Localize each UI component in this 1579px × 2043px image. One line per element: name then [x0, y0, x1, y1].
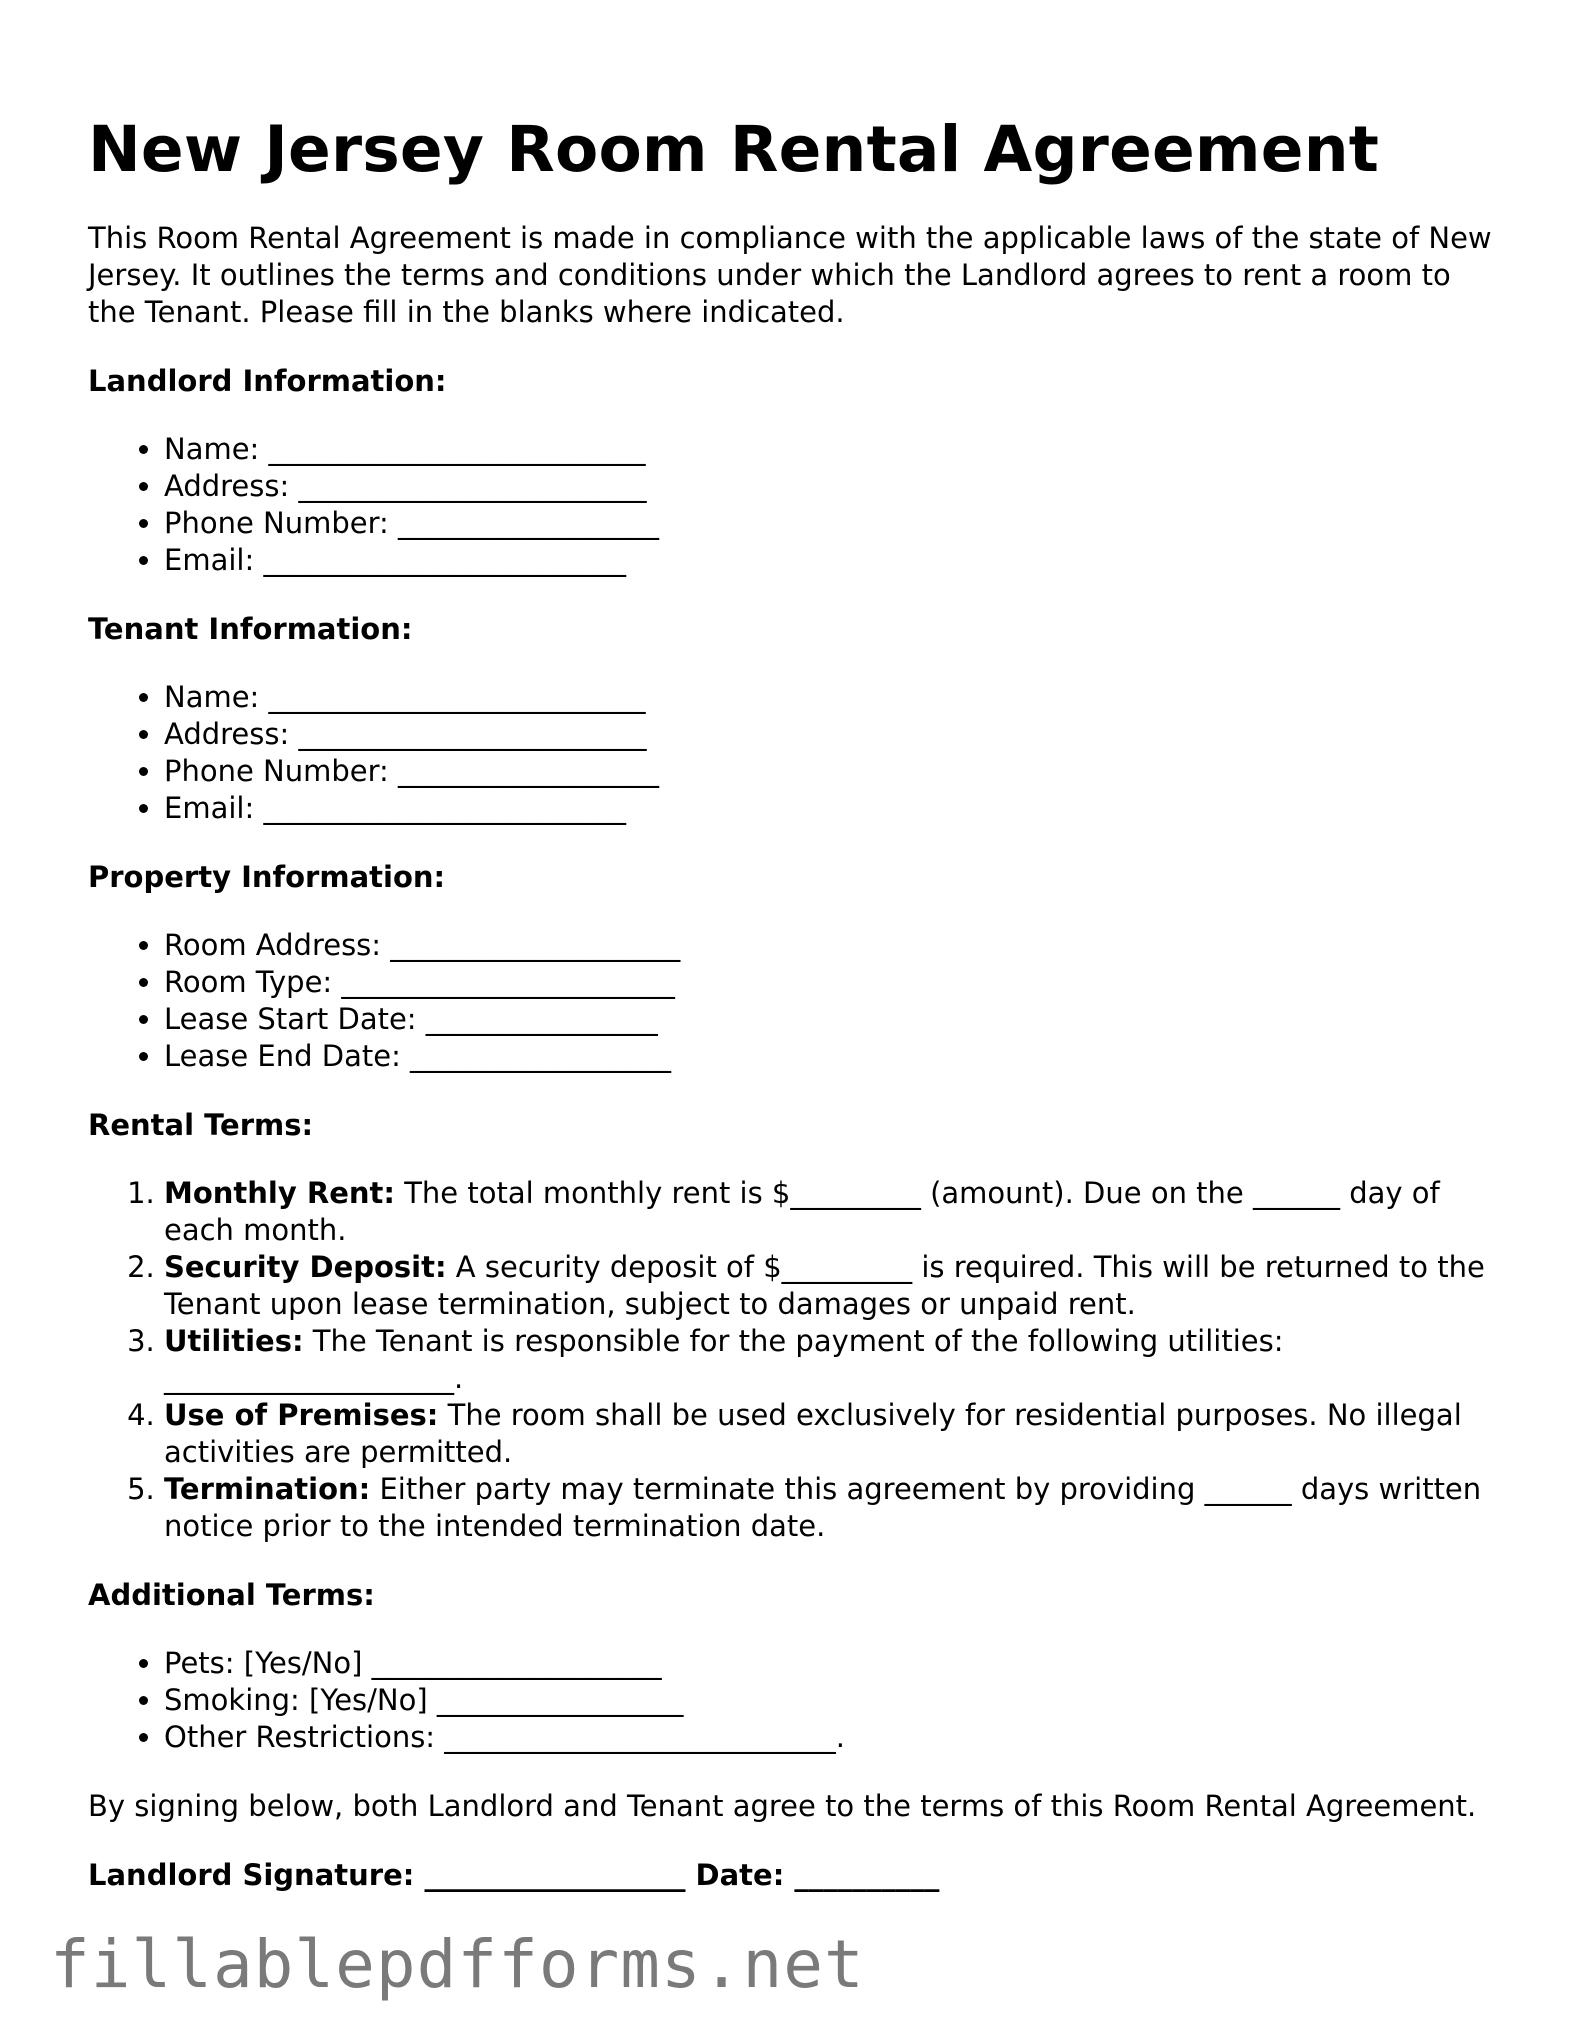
- tenant-address-field[interactable]: • Address: ________________________: [164, 716, 1498, 753]
- landlord-address-field[interactable]: • Address: ________________________: [164, 468, 1498, 505]
- rental-terms-heading: Rental Terms:: [88, 1108, 314, 1142]
- smoking-field[interactable]: • Smoking: [Yes/No] _________________: [164, 1682, 1498, 1719]
- term-termination[interactable]: [164, 1471, 1498, 1545]
- term-text: The room shall be used exclusively for residential purposes. No illegal activities are permitted.: [164, 1398, 1462, 1469]
- closing-paragraph: By signing below, both Landlord and Tenant agree to the terms of this Room Rental Agreement.: [88, 1789, 1477, 1823]
- term-text: A security deposit of $_________ is required. This will be returned to the Tenant upon lease termination, subject to damages or unpaid rent.: [164, 1250, 1485, 1321]
- term-label: Utilities:: [164, 1324, 304, 1358]
- document-title: New Jersey Room Rental Agreement: [88, 113, 1380, 186]
- room-type-field[interactable]: • Room Type: _______________________: [164, 964, 1498, 1001]
- landlord-phone-field[interactable]: • Phone Number: __________________: [164, 505, 1498, 542]
- term-text: The total monthly rent is $_________ (amount). Due on the ______ day of each month.: [164, 1176, 1440, 1247]
- tenant-name-field[interactable]: • Name: __________________________: [164, 679, 1498, 716]
- pets-field[interactable]: • Pets: [Yes/No] ____________________: [164, 1645, 1498, 1682]
- term-label: Security Deposit:: [164, 1250, 447, 1284]
- term-label: Monthly Rent:: [164, 1176, 395, 1210]
- landlord-name-field[interactable]: • Name: __________________________: [164, 431, 1498, 468]
- intro-paragraph: This Room Rental Agreement is made in compliance with the applicable laws of the state of New Jersey. It outlines the terms and conditions under which the Landlord agrees to rent a room to the Tenant. Please fill in the blanks where indicated.: [88, 221, 1492, 329]
- term-use-of-premises: [164, 1397, 1498, 1471]
- term-text: The Tenant is responsible for the payment of the following utilities: ____________________.: [164, 1324, 1284, 1395]
- term-security-deposit[interactable]: [164, 1249, 1498, 1323]
- landlord-signature-line[interactable]: Landlord Signature: __________________ Date: __________: [88, 1858, 940, 1892]
- term-utilities[interactable]: [164, 1323, 1498, 1397]
- additional-terms-heading: Additional Terms:: [88, 1578, 375, 1612]
- room-address-field[interactable]: • Room Address: ____________________: [164, 927, 1498, 964]
- landlord-email-field[interactable]: • Email: _________________________: [164, 542, 1498, 579]
- term-text: Either party may terminate this agreement by providing ______ days written notice prior to the intended termination date.: [164, 1472, 1482, 1543]
- lease-end-date-field[interactable]: • Lease End Date: __________________: [164, 1038, 1498, 1075]
- tenant-phone-field[interactable]: • Phone Number: __________________: [164, 753, 1498, 790]
- term-label: Use of Premises:: [164, 1398, 439, 1432]
- landlord-info-heading: Landlord Information:: [88, 364, 447, 398]
- property-info-list: [88, 927, 1498, 1075]
- landlord-info-list: [88, 431, 1498, 579]
- lease-start-date-field[interactable]: • Lease Start Date: ________________: [164, 1001, 1498, 1038]
- property-info-heading: Property Information:: [88, 860, 446, 894]
- watermark-text: fillablepdfforms.net: [50, 1926, 865, 2003]
- tenant-info-list: [88, 679, 1498, 827]
- tenant-email-field[interactable]: • Email: _________________________: [164, 790, 1498, 827]
- term-monthly-rent[interactable]: [164, 1175, 1498, 1249]
- document-page: [88, 108, 1498, 1894]
- other-restrictions-field[interactable]: • Other Restrictions: ___________________________.: [164, 1719, 1498, 1756]
- additional-terms-list: [88, 1645, 1498, 1756]
- rental-terms-list: [88, 1175, 1498, 1545]
- term-label: Termination:: [164, 1472, 371, 1506]
- tenant-info-heading: Tenant Information:: [88, 612, 413, 646]
